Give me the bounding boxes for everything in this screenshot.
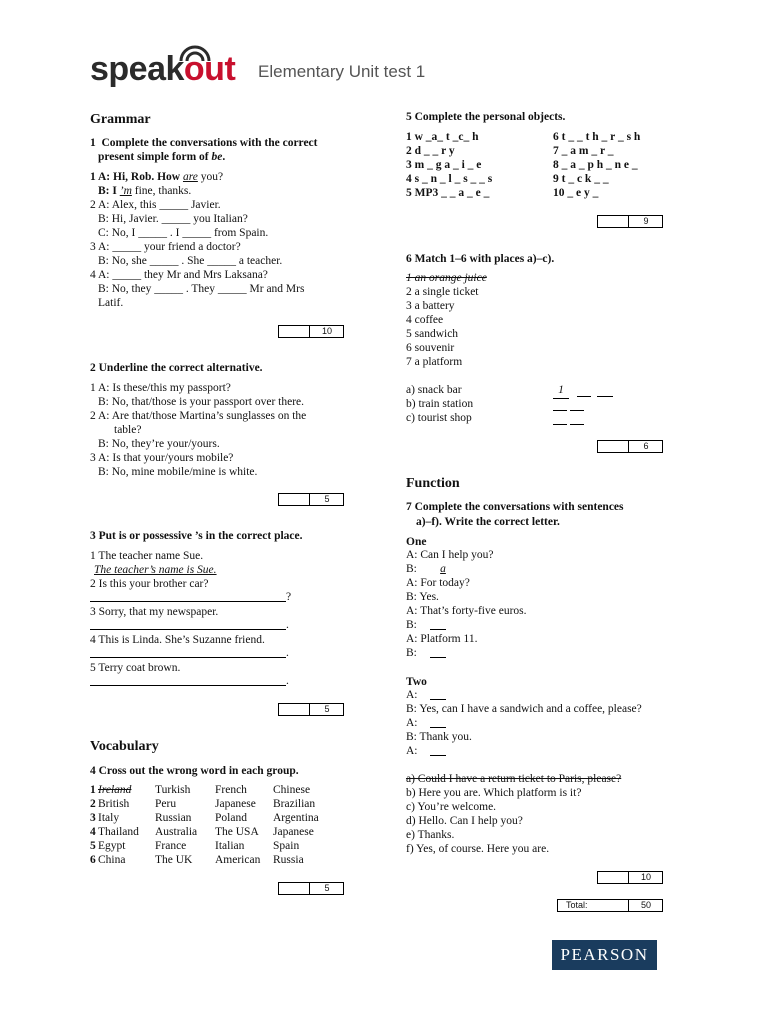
q7-dialogue-line: A: [406,689,418,701]
q2-score-box: 5 [278,493,344,506]
function-heading: Function [406,476,460,491]
q6-place: b) train station [406,398,474,410]
q5-item: 4 s _ n _ l _ s _ _ s [406,173,493,185]
grammar-heading: Grammar [90,112,151,127]
q7-score-box: 10 [597,871,663,884]
q4-word: Thailand [98,826,139,838]
q4-row-number: 6 [90,854,96,866]
q7-option: a) Could I have a return ticket to Paris, please? [406,773,622,785]
q6-answer-line[interactable] [553,410,567,411]
q4-word: French [215,784,247,796]
q4-word: American [215,854,261,866]
q7-one-label: One [406,536,427,548]
q7-option: f) Yes, of course. Here you are. [406,843,550,855]
q1-score-box: 10 [278,325,344,338]
q7-dialogue-line: A: [406,745,418,757]
q3-punct: ? [286,591,292,603]
pearson-logo: PEARSON [552,940,657,970]
q7-dialogue-line: A: For today? [406,577,470,589]
q4-word: The USA [215,826,259,838]
q1-line: B: No, she _____ . She _____ a teacher. [98,255,283,267]
q2-line: B: No, that/those is your passport over there. [98,396,305,408]
q3-title: 3 Put is or possessive ’s in the correct place. [90,530,303,542]
q1-title: 1 Complete the conversations with the correct [90,137,318,149]
test-title: Elementary Unit test 1 [258,62,426,81]
q7-dialogue-line: A: Platform 11. [406,633,478,645]
q4-word: The UK [155,854,193,866]
q4-row-number: 5 [90,840,96,852]
q6-place: a) snack bar [406,384,462,396]
q4-word: China [98,854,126,866]
q4-row-number: 2 [90,798,96,810]
q7-dialogue-line: B: [406,563,417,575]
q4-word: Spain [273,840,300,852]
q5-item: 10 _ e y _ [553,187,599,199]
q2-title: 2 Underline the correct alternative. [90,362,263,374]
q1-line: 4 A: _____ they Mr and Mrs Laksana? [90,269,268,281]
q6-item: 6 souvenir [406,342,455,354]
q6-answer-line[interactable] [577,396,591,397]
q1-line: B: Hi, Javier. _____ you Italian? [98,213,248,225]
q1-line: B: No, they _____ . They _____ Mr and Mrs [98,283,305,295]
q7-example-answer: a [440,563,446,575]
q7-dialogue-line: A: That’s forty-five euros. [406,605,527,617]
q4-row-number: 3 [90,812,96,824]
q4-row-number: 4 [90,826,96,838]
q2-line: 2 A: Are that/those Martina’s sunglasses on the [90,410,307,422]
q4-word: Turkish [155,784,191,796]
q3-punct: . [286,675,289,687]
q5-score-box: 9 [597,215,663,228]
q7-answer-line[interactable] [430,755,446,756]
q4-score-box: 5 [278,882,344,895]
q4-word: British [98,798,130,810]
q5-item: 2 d _ _ r y [406,145,455,157]
q5-title: 5 Complete the personal objects. [406,111,566,123]
q7-dialogue-line: B: Yes, can I have a sandwich and a coffee, please? [406,703,642,715]
q4-row-number: 1 [90,784,96,796]
q4-word: Russian [155,812,192,824]
q5-item: 6 t _ _ t h _ r _ s h [553,131,641,143]
q6-answer-line[interactable] [553,424,567,425]
q3-example-answer: The teacher’s name is Sue. [94,564,217,576]
q7-option: b) Here you are. Which platform is it? [406,787,582,799]
q5-item: 1 w _a_ t _c_ h [406,131,479,143]
q6-place: c) tourist shop [406,412,472,424]
q3-answer-line[interactable] [90,620,286,630]
q6-item: 2 a single ticket [406,286,479,298]
q4-word: France [155,840,187,852]
q6-item: 5 sandwich [406,328,459,340]
q4-word: Russia [273,854,304,866]
q3-line: 5 Terry coat brown. [90,662,181,674]
q3-punct: . [286,647,289,659]
q7-two-label: Two [406,676,427,688]
q2-line: 3 A: Is that your/yours mobile? [90,452,234,464]
q3-answer-line[interactable] [90,648,286,658]
q4-word: Poland [215,812,247,824]
q3-punct: . [286,619,289,631]
q5-item: 3 m _ g a _ i _ e [406,159,482,171]
q4-title: 4 Cross out the wrong word in each group. [90,765,299,777]
q7-title-2: a)–f). Write the correct letter. [416,516,560,528]
q7-title: 7 Complete the conversations with sentences [406,501,624,513]
q4-word: Peru [155,798,177,810]
q3-line: 1 The teacher name Sue. [90,550,204,562]
q7-answer-line[interactable] [430,699,446,700]
q3-line: 3 Sorry, that my newspaper. [90,606,219,618]
q6-example-answer: 1 [553,384,569,399]
q6-item: 4 coffee [406,314,444,326]
q7-dialogue-line: B: [406,647,417,659]
q1-line: B: I ’m fine, thanks. [98,185,192,197]
q3-line: 4 This is Linda. She’s Suzanne friend. [90,634,265,646]
q7-answer-line[interactable] [430,727,446,728]
q6-answer-line[interactable] [570,424,584,425]
q2-line: B: No, mine mobile/mine is white. [98,466,258,478]
q7-dialogue-line: A: [406,717,418,729]
q7-dialogue-line: B: [406,619,417,631]
q4-word: Italy [98,812,120,824]
q4-word: Japanese [273,826,314,838]
q6-answer-line[interactable] [570,410,584,411]
q5-item: 5 MP3 _ _ a _ e _ [406,187,490,199]
q6-item: 1 an orange juice [406,272,487,284]
q6-title: 6 Match 1–6 with places a)–c). [406,253,555,265]
q5-item: 9 t _ c k _ _ [553,173,609,185]
q4-word: Brazilian [273,798,316,810]
q1-line: 3 A: _____ your friend a doctor? [90,241,241,253]
vocabulary-heading: Vocabulary [90,739,159,754]
speakout-logo: speakout [90,50,236,88]
q7-option: e) Thanks. [406,829,455,841]
q3-score-box: 5 [278,703,344,716]
q6-score-box: 6 [597,440,663,453]
q3-line: 2 Is this your brother car? [90,578,209,590]
q1-title-2: present simple form of be. [98,151,226,163]
q2-line: table? [114,424,142,436]
q1-line: 1 A: Hi, Rob. How are you? [90,171,224,183]
q3-answer-line[interactable] [90,676,286,686]
q7-option: d) Hello. Can I help you? [406,815,523,827]
q7-dialogue-line: B: Thank you. [406,731,472,743]
q4-word: Italian [215,840,245,852]
q2-line: B: No, they’re your/yours. [98,438,220,450]
q4-word: Japanese [215,798,256,810]
q1-line: 2 A: Alex, this _____ Javier. [90,199,221,211]
q7-answer-line[interactable] [430,657,446,658]
q7-option: c) You’re welcome. [406,801,497,813]
q1-line: C: No, I _____ . I _____ from Spain. [98,227,269,239]
q7-dialogue-line: A: Can I help you? [406,549,494,561]
q4-word: Australia [155,826,198,838]
q6-item: 3 a battery [406,300,455,312]
q5-item: 7 _ a m _ r _ [553,145,614,157]
q1-line: Latif. [98,297,124,309]
q6-answer-line[interactable] [597,396,613,397]
q5-item: 8 _ a _ p h _ n e _ [553,159,638,171]
total-score-box: Total: 50 [557,899,663,912]
q6-item: 7 a platform [406,356,463,368]
q7-answer-line[interactable] [430,629,446,630]
q4-word: Argentina [273,812,319,824]
q4-word: Ireland [98,784,132,796]
q4-word: Egypt [98,840,126,852]
q4-word: Chinese [273,784,311,796]
q7-dialogue-line: B: Yes. [406,591,439,603]
q2-line: 1 A: Is these/this my passport? [90,382,231,394]
q3-answer-line[interactable] [90,592,286,602]
